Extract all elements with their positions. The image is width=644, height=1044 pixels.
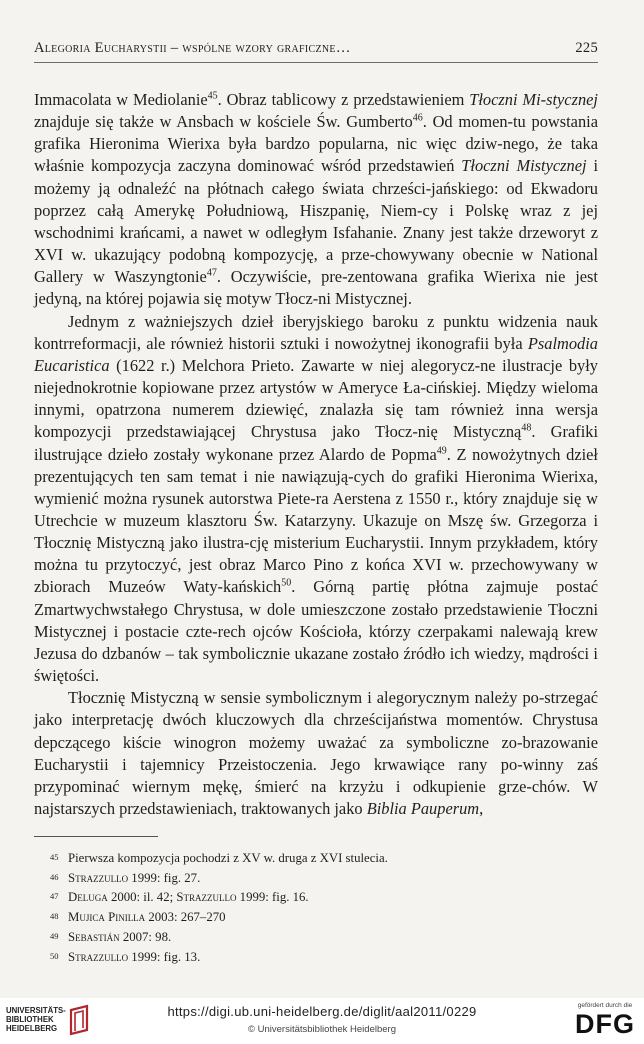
footnote-ref-46: 46	[412, 112, 423, 124]
header-rule	[34, 62, 598, 63]
running-head	[34, 40, 598, 57]
footnote-rule	[34, 836, 158, 837]
footnote-45: 45 Pierwsza kompozycja pochodzi z XV w. druga z XVI stulecia.	[50, 851, 388, 865]
paragraph-1: Immacolata w Mediolanie$^{45}$. Obraz tablicowy z przedstawieniem Tłoczni Mi-stycznej znajduje się także w Ansbach w kościele Św. Gumberto$^{46}$. Od momen-tu powstania grafika Hieronima Wierixa była bardzo popularna, nic więc dziw-nego, że taka właśnie kompozycja zaczyna dominować wśród przedstawień Tłoczni Mistycznej i możemy ją odnaleźć na płótnach całego świata chrześci-jańskiego: od Ekwadoru poprzez całą Amerykę Południową, Hiszpanię, Niem-cy i Polskę wraz z jej wschodnimi krańcami, a nawet w odległym Isfahanie. Znany jest także drzeworyt z XVI w. ukazujący podobną kompozycję, a prze-chowywany obecnie w National Gallery w Waszyngtonie$^{47}$. Oczywiście, pre-zentowana grafika Wierixa nie jest jedyną, na której pojawia się motyw Tłocz-ni Mistycznej.	[34, 90, 599, 309]
running-title: Alegoria Eucharystii – wspólne wzory graficzne…	[34, 40, 351, 56]
footnote-ref-45: 45	[207, 90, 218, 102]
footnote-46: 46 Strazzullo 1999: fig. 27.	[50, 870, 201, 885]
footnote-47: 47 Deluga 2000: il. 42; Strazzullo 1999: fig. 16.	[50, 890, 309, 905]
main-text	[34, 89, 598, 820]
footnote-49: 49 Sebastián 2007: 98.	[50, 929, 172, 944]
library-logo-line-2: BIBLIOTHEK	[6, 1015, 54, 1024]
footnote-50: 50 Strazzullo 1999: fig. 13.	[50, 949, 201, 964]
footnotes	[50, 849, 590, 967]
dfg-logo: DFG	[575, 1009, 635, 1039]
page-number: 225	[575, 40, 598, 56]
footnote-ref-49: 49	[436, 445, 447, 457]
footnote-ref-50: 50	[281, 577, 292, 589]
footnote-48: 48 Mujica Pinilla 2003: 267–270	[50, 910, 226, 925]
copyright-notice: © Universitätsbibliothek Heidelberg	[248, 1024, 396, 1035]
funding-note: gefördert durch die	[577, 1002, 633, 1009]
footnote-ref-48: 48	[521, 422, 532, 434]
footnote-ref-47: 47	[206, 267, 217, 279]
permalink-url[interactable]: https://digi.ub.uni-heidelberg.de/diglit/aal2011/0229	[167, 1004, 477, 1019]
library-logo-line-3: HEIDELBERG	[6, 1024, 58, 1033]
paragraph-3: Tłocznię Mistyczną w sensie symbolicznym i alegorycznym należy po-strzegać jako interpretację dwóch kluczowych dla chrześcijaństwa momentów. Chrystusa depczącego kiście winogron możemy uważać za symboliczne zo-brazowanie Eucharystii i tajemnicy Przeistoczenia. Jego krwawiące rany po-winny zaś przypominać wiernym mękę, śmierć na krzyżu i odkupienie grze-chów. W najstarszych przedstawieniach, traktowanych jako Biblia Pauperum,	[34, 688, 598, 818]
paragraph-2: Jednym z ważniejszych dzieł iberyjskiego baroku z punktu widzenia nauk kontrreformacji, ale również historii sztuki i nowożytnej ikonografii była Psalmodia Eucaristica (1622 r.) Melchora Prieto. Zawarte w niej alegorycz-ne ilustracje były niejednokrotnie kopiowane przez artystów w Ameryce Ła-cińskiej. Między wieloma innymi, opatrzona numerem dziewięć, znalazła się tam również inna wersja kompozycji przedstawiającej Chrystusa jako Tłocz-nię Mistyczną$^{48}$. Grafiki ilustrujące dzieło zostały wykonane przez Alardo de Popma$^{49}$. Z nowożytnych dzieł prezentujących ten sam temat i nie nawiązują-cych do grafiki Hieronima Wierixa, wymienić można rysunek autorstwa Piete-ra Aerstena z 1550 r., który znajduje się w Utrechcie w muzeum klasztoru Św. Katarzyny. Ukazuje on Mszę św. Grzegorza i Tłocznię Mistyczną jako ilustra-cję misterium Eucharystii. Innym przykładem, który można tu przytoczyć, jest obraz Marco Pino z końca XVI w. przechowywany w zbiorach Muzeów Waty-kańskich$^{50}$. Górną partię płótna zajmuje postać Zmartwychwstałego Chrystusa, w dole umieszczone zostało przedstawienie Tłoczni Mistycznej i postacie czte-rech ojców Kościoła, którzy czerpakami nalewają krew Jezusa do dzbanów – tak symbolicznie ukazane zostało źródło ich wiedzy, mądrości i świętości.	[34, 311, 599, 686]
funder-block[interactable]	[572, 1002, 638, 1042]
library-logo-line-1: UNIVERSITÄTS-	[6, 1006, 66, 1015]
